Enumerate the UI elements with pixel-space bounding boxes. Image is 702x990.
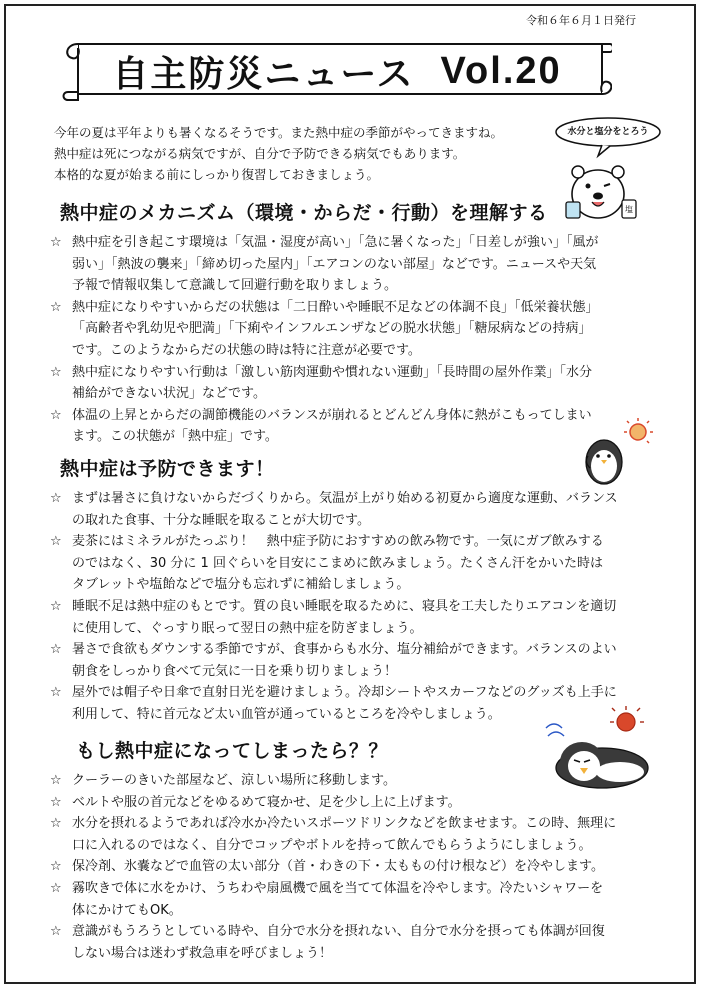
star-bullet-icon: ☆	[50, 534, 62, 550]
list-item: ☆ ベルトや服の首元などをゆるめて寝かせ、足を少し上に上げます。	[50, 792, 616, 814]
list-item: ☆ 暑さで食欲もダウンする季節ですが、食事からも水分、塩分補給ができます。バランスのよい 朝食をしっかり食べて元気に一日を乗り切りましょう！	[50, 639, 618, 682]
volume-number: Vol.20	[440, 49, 562, 92]
list-item: ☆ 水分を摂れるようであれば冷水か冷たいスポーツドリンクなどを飲ませます。この時、無理に 口に入れるのではなく、自分でコップやボトルを持って飲んでもらうようにしましょう。	[50, 813, 616, 856]
list-item: ☆ 体温の上昇とからだの調節機能のバランスが崩れるとどんどん身体に熱がこもってしまい ます。この状態が「熱中症」です。	[50, 405, 599, 448]
issue-date: 令和６年６月１日発行	[526, 14, 636, 27]
list-item: ☆ 熱中症を引き起こす環境は「気温・湿度が高い」「急に暑くなった」「日差しが強い」「風が 弱い」「熱波の襲来」「締め切った屋内」「エアコンのない部屋」などです。ニュースや天気 予報で情報収集して意識して回避行動を取りましょう。	[50, 232, 599, 297]
star-bullet-icon: ☆	[50, 816, 62, 832]
list-item: ☆ 麦茶にはミネラルがたっぷり！ 熱中症予防におすすめの飲み物です。一気にガブ飲みする のではなく、30 分に 1 回ぐらいを目安にこまめに飲みましょう。たくさん汗をかいた時は タブレットや塩飴などで塩分も忘れずに補給しましょう。	[50, 531, 618, 596]
section-list-mechanism	[50, 232, 599, 448]
star-bullet-icon: ☆	[50, 491, 62, 506]
star-bullet-icon: ☆	[50, 880, 62, 896]
list-item: ☆ 熱中症になりやすいからだの状態は「二日酔いや睡眠不足などの体調不良」「低栄養状態」 「高齢者や乳幼児や肥満」「下痢やインフルエンザなどの脱水状態」「糖尿病などの持病」 です。このようなからだの状態の時は特に注意が必要です。	[50, 297, 599, 362]
intro-text	[54, 122, 574, 185]
intro-line: 今年の夏は平年よりも暑くなるそうです。また熱中症の季節がやってきますね。	[54, 125, 504, 140]
bear-mascot	[552, 112, 672, 222]
star-bullet-icon: ☆	[50, 299, 62, 315]
intro-line: 本格的な夏が始まる前にしっかり復習しておきましょう。	[54, 167, 380, 182]
list-item: ☆ 睡眠不足は熱中症のもとです。質の良い睡眠を取るために、寝具を工夫したりエアコンを適切 に使用して、ぐっすり眠って翌日の熱中症を防ぎましょう。	[50, 596, 618, 639]
intro-line: 熱中症は死につながる病気ですが、自分で予防できる病気でもあります。	[54, 146, 466, 161]
section-list-first-aid	[50, 770, 616, 964]
list-item: ☆ 霧吹きで体に水をかけ、うちわや扇風機で風を当てて体温を冷やします。冷たいシャワーを 体にかけてもOK。	[50, 878, 616, 921]
star-bullet-icon: ☆	[50, 794, 62, 810]
list-item: ☆ 保冷剤、氷嚢などで血管の太い部分（首・わきの下・太ももの付け根など）を冷やします。	[50, 856, 616, 878]
star-bullet-icon: ☆	[50, 642, 62, 658]
star-bullet-icon: ☆	[50, 364, 62, 380]
star-bullet-icon: ☆	[50, 859, 62, 875]
newsletter-title: 自主防災ニュース	[112, 53, 415, 95]
title-banner	[62, 40, 612, 102]
list-item: ☆ まずは暑さに負けないからだづくりから。気温が上がり始める初夏から適度な運動、バランス の取れた食事、十分な睡眠を取ることが大切です。	[50, 488, 618, 531]
list-item: ☆ 屋外では帽子や日傘で直射日光を避けましょう。冷却シートやスカーフなどのグッズも上手に 利用して、特に首元など太い血管が通っているところを冷やしましょう。	[50, 682, 618, 725]
star-bullet-icon: ☆	[50, 407, 62, 423]
star-bullet-icon: ☆	[50, 598, 62, 614]
star-bullet-icon: ☆	[50, 235, 62, 250]
section-list-prevention	[50, 488, 618, 726]
star-bullet-icon: ☆	[50, 924, 62, 940]
section-title-mechanism: 熱中症のメカニズム（環境・からだ・行動）を理解する	[60, 202, 548, 224]
section-title-first-aid: もし熱中症になってしまったら？？	[76, 740, 389, 762]
list-item: ☆ クーラーのきいた部屋など、涼しい場所に移動します。	[50, 770, 616, 792]
section-title-prevention: 熱中症は予防できます！	[60, 458, 275, 480]
list-item: ☆ 熱中症になりやすい行動は「激しい筋肉運動や慣れない運動」「長時間の屋外作業」「水分 補給ができない状況」などです。	[50, 362, 599, 405]
star-bullet-icon: ☆	[50, 685, 62, 701]
speech-bubble-text: 水分と塩分をとろう	[567, 127, 649, 137]
list-item: ☆ 意識がもうろうとしている時や、自分で水分を摂れない、自分で水分を摂っても体調が回復 しない場合は迷わず救急車を呼びましょう！	[50, 921, 616, 964]
cup-label: 塩	[625, 205, 633, 214]
star-bullet-icon: ☆	[50, 773, 62, 788]
